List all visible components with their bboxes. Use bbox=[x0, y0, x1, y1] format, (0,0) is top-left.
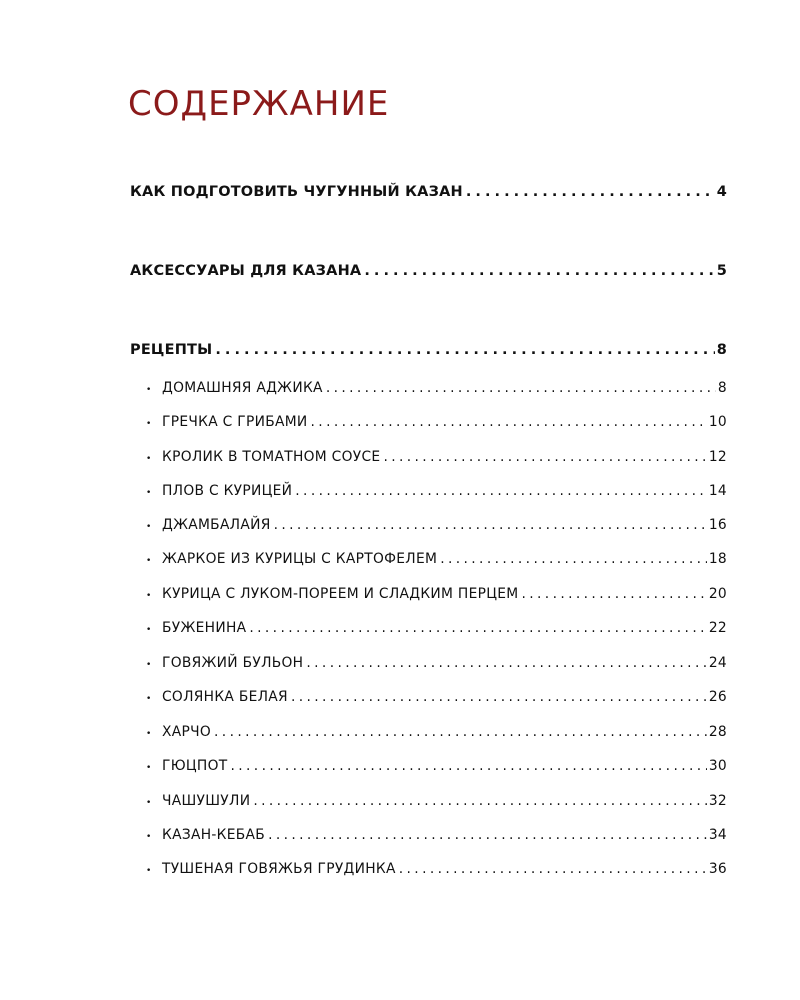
toc-entry-title: ТУШЕНАЯ ГОВЯЖЬЯ ГРУДИНКА bbox=[162, 861, 396, 877]
toc-entry-title: ЧАШУШУЛИ bbox=[162, 793, 251, 809]
toc-entry-page: 32 bbox=[708, 793, 727, 809]
toc-entry-page: 16 bbox=[708, 517, 727, 533]
toc-entry-recipes[interactable] bbox=[130, 342, 727, 358]
toc-entry-page: 14 bbox=[708, 483, 727, 499]
toc-entry-title: ХАРЧО bbox=[162, 724, 212, 740]
toc-recipe-item[interactable] bbox=[146, 655, 727, 671]
bullet-icon: • bbox=[146, 660, 152, 670]
dot-leader bbox=[268, 827, 707, 843]
toc-entry-title: ПЛОВ С КУРИЦЕЙ bbox=[162, 483, 293, 499]
bullet-icon: • bbox=[146, 832, 152, 842]
toc-entry-title: КАЗАН-КЕБАБ bbox=[162, 827, 266, 843]
toc-entry-page: 4 bbox=[716, 184, 727, 200]
toc-entry-title: АКСЕССУАРЫ ДЛЯ КАЗАНА bbox=[130, 263, 362, 279]
dot-leader bbox=[214, 724, 707, 740]
toc-entry-title: РЕЦЕПТЫ bbox=[130, 342, 213, 358]
toc-entry-title: ГЮЦПОТ bbox=[162, 758, 228, 774]
dot-leader bbox=[399, 861, 707, 877]
toc-recipe-item[interactable] bbox=[146, 827, 727, 843]
bullet-icon: • bbox=[146, 556, 152, 566]
toc-entry-title: ГРЕЧКА С ГРИБАМИ bbox=[162, 414, 308, 430]
dot-leader bbox=[521, 586, 706, 602]
toc-entry-page: 5 bbox=[716, 263, 727, 279]
bullet-icon: • bbox=[146, 763, 152, 773]
toc-recipe-item[interactable] bbox=[146, 449, 727, 465]
toc-entry-prepare-kazan[interactable] bbox=[130, 184, 727, 200]
dot-leader bbox=[295, 483, 707, 499]
dot-leader bbox=[253, 793, 707, 809]
toc-entry-page: 22 bbox=[708, 620, 727, 636]
toc-entry-page: 8 bbox=[717, 380, 727, 396]
toc-recipe-item[interactable] bbox=[146, 620, 727, 636]
toc-entry-title: ДЖАМБАЛАЙЯ bbox=[162, 517, 271, 533]
toc-recipe-item[interactable] bbox=[146, 517, 727, 533]
dot-leader bbox=[311, 414, 707, 430]
dot-leader bbox=[440, 551, 707, 567]
dot-leader bbox=[466, 184, 715, 200]
toc-recipe-item[interactable] bbox=[146, 793, 727, 809]
toc-recipe-item[interactable] bbox=[146, 586, 727, 602]
bullet-icon: • bbox=[146, 419, 152, 429]
toc-recipe-item[interactable] bbox=[146, 689, 727, 705]
toc-entry-title: ЖАРКОЕ ИЗ КУРИЦЫ С КАРТОФЕЛЕМ bbox=[162, 551, 438, 567]
toc-entry-page: 8 bbox=[716, 342, 727, 358]
bullet-icon: • bbox=[146, 454, 152, 464]
toc-entry-title: БУЖЕНИНА bbox=[162, 620, 247, 636]
bullet-icon: • bbox=[146, 866, 152, 876]
bullet-icon: • bbox=[146, 488, 152, 498]
bullet-icon: • bbox=[146, 385, 152, 395]
toc-entry-page: 24 bbox=[708, 655, 727, 671]
dot-leader bbox=[364, 263, 714, 279]
dot-leader bbox=[383, 449, 706, 465]
toc-entry-page: 20 bbox=[708, 586, 727, 602]
bullet-icon: • bbox=[146, 591, 152, 601]
toc-entry-title: ГОВЯЖИЙ БУЛЬОН bbox=[162, 655, 304, 671]
page-title: СОДЕРЖАНИЕ bbox=[128, 84, 390, 124]
dot-leader bbox=[249, 620, 706, 636]
toc-entry-page: 10 bbox=[708, 414, 727, 430]
toc-entry-title: КУРИЦА С ЛУКОМ-ПОРЕЕМ И СЛАДКИМ ПЕРЦЕМ bbox=[162, 586, 519, 602]
toc-entry-accessories[interactable] bbox=[130, 263, 727, 279]
toc-entry-title: КРОЛИК В ТОМАТНОМ СОУСЕ bbox=[162, 449, 381, 465]
bullet-icon: • bbox=[146, 729, 152, 739]
bullet-icon: • bbox=[146, 694, 152, 704]
toc-recipe-item[interactable] bbox=[146, 758, 727, 774]
dot-leader bbox=[215, 342, 714, 358]
toc-entry-page: 34 bbox=[708, 827, 727, 843]
bullet-icon: • bbox=[146, 625, 152, 635]
dot-leader bbox=[291, 689, 707, 705]
dot-leader bbox=[230, 758, 706, 774]
toc-entry-page: 26 bbox=[708, 689, 727, 705]
toc-entry-title: КАК ПОДГОТОВИТЬ ЧУГУННЫЙ КАЗАН bbox=[130, 184, 463, 200]
toc-recipe-item[interactable] bbox=[146, 861, 727, 877]
toc-recipe-item[interactable] bbox=[146, 483, 727, 499]
toc-entry-page: 36 bbox=[708, 861, 727, 877]
toc-entry-title: СОЛЯНКА БЕЛАЯ bbox=[162, 689, 288, 705]
toc-recipe-item[interactable] bbox=[146, 724, 727, 740]
bullet-icon: • bbox=[146, 522, 152, 532]
dot-leader bbox=[274, 517, 707, 533]
toc-recipe-item[interactable] bbox=[146, 551, 727, 567]
toc-entry-page: 30 bbox=[708, 758, 727, 774]
dot-leader bbox=[326, 380, 716, 396]
toc-recipe-item[interactable] bbox=[146, 380, 727, 396]
toc-entry-page: 12 bbox=[708, 449, 727, 465]
toc-entry-title: ДОМАШНЯЯ АДЖИКА bbox=[162, 380, 323, 396]
toc-recipe-item[interactable] bbox=[146, 414, 727, 430]
bullet-icon: • bbox=[146, 798, 152, 808]
dot-leader bbox=[306, 655, 706, 671]
toc-entry-page: 18 bbox=[708, 551, 727, 567]
toc-entry-page: 28 bbox=[708, 724, 727, 740]
